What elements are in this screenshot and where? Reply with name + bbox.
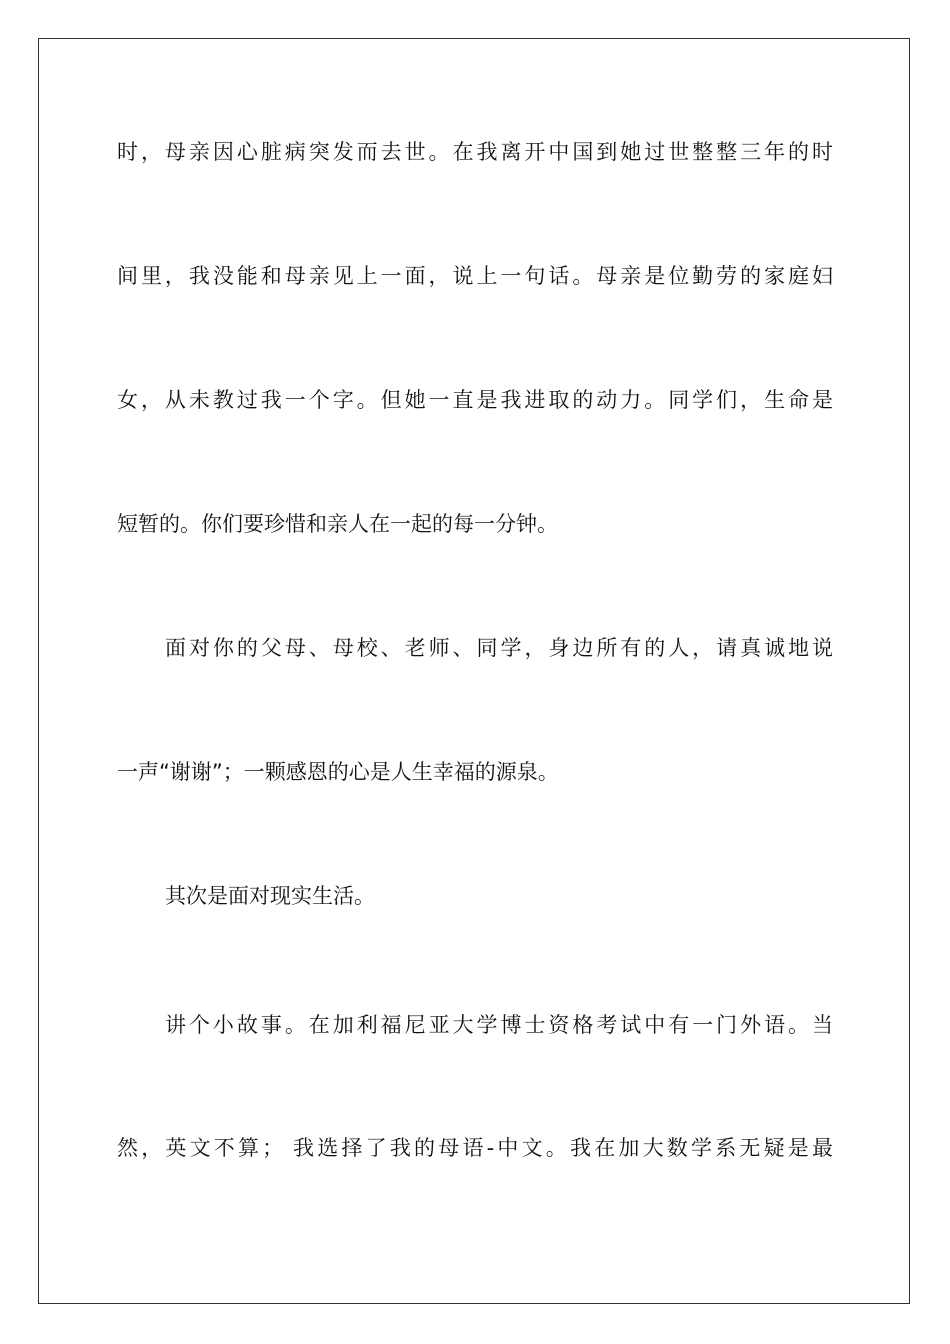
text-line-7: 其次是面对现实生活。 [165, 884, 375, 908]
text-line-5: 面对你的父母、母校、老师、同学，身边所有的人，请真诚地说 [165, 636, 833, 660]
text-line-6: 一声“谢谢”；一颗感恩的心是人生幸福的源泉。 [117, 760, 559, 784]
text-line-3: 女，从未教过我一个字。但她一直是我进取的动力。同学们，生命是 [117, 388, 833, 412]
page-frame [38, 38, 910, 1304]
text-line-9: 然，英文不算； 我选择了我的母语-中文。我在加大数学系无疑是最 [117, 1136, 833, 1160]
text-line-8: 讲个小故事。在加利福尼亚大学博士资格考试中有一门外语。当 [165, 1013, 833, 1037]
text-line-4: 短暂的。你们要珍惜和亲人在一起的每一分钟。 [117, 512, 558, 536]
text-line-2: 间里，我没能和母亲见上一面，说上一句话。母亲是位勤劳的家庭妇 [117, 264, 833, 288]
text-line-1: 时，母亲因心脏病突发而去世。在我离开中国到她过世整整三年的时 [117, 140, 833, 164]
